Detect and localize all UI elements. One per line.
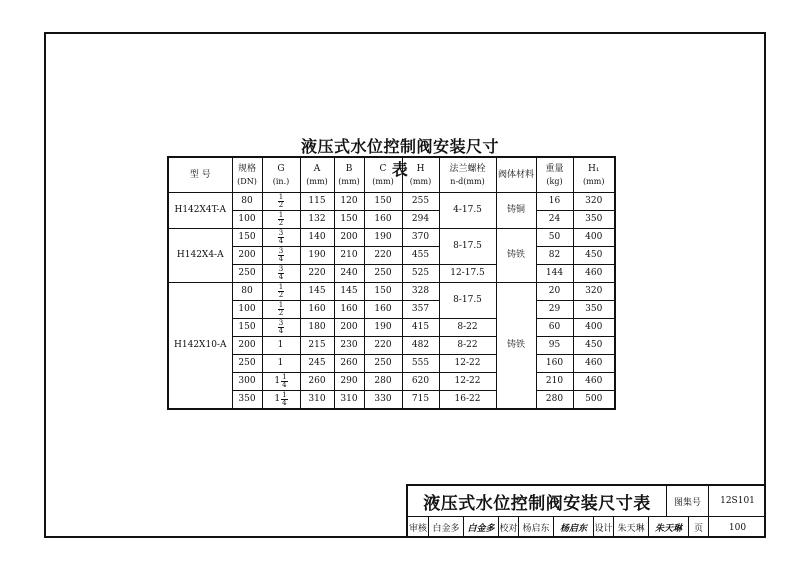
flange-cell: 4-17.5: [439, 193, 496, 229]
title-block-sign-row: [408, 517, 766, 538]
c-cell: 190: [364, 229, 402, 247]
weight-cell: 29: [536, 301, 573, 319]
check-label: 校对: [498, 517, 518, 538]
h1-cell: 320: [573, 193, 615, 211]
header-weight: 重量 (kg): [536, 157, 573, 193]
weight-cell: 160: [536, 355, 573, 373]
checker-name: 杨启东: [518, 517, 553, 538]
table-row: [168, 211, 615, 229]
c-cell: 250: [364, 355, 402, 373]
atlas-number-label: 图集号: [666, 486, 708, 516]
dn-cell: 300: [232, 373, 262, 391]
design-label: 设计: [593, 517, 613, 538]
drawing-title: 液压式水位控制阀安装尺寸表: [423, 493, 651, 514]
g-cell: $\frac{1}{2}$: [262, 193, 300, 211]
b-cell: 150: [334, 211, 364, 229]
designer-signature: 朱天琳: [648, 517, 688, 538]
dn-cell: 80: [232, 283, 262, 301]
weight-cell: 20: [536, 283, 573, 301]
page-number: 100: [708, 517, 766, 538]
a-cell: 160: [300, 301, 334, 319]
a-cell: 180: [300, 319, 334, 337]
flange-cell: 8-22: [439, 337, 496, 355]
model-cell: H142X4-A: [168, 229, 232, 283]
header-material: 阀体材料: [496, 157, 536, 193]
flange-cell: 12-22: [439, 355, 496, 373]
h-cell: 525: [402, 265, 439, 283]
a-cell: 245: [300, 355, 334, 373]
a-cell: 260: [300, 373, 334, 391]
dn-cell: 350: [232, 391, 262, 410]
weight-cell: 82: [536, 247, 573, 265]
c-cell: 280: [364, 373, 402, 391]
h-cell: 294: [402, 211, 439, 229]
g-cell: $\frac{1}{2}$: [262, 283, 300, 301]
c-cell: 160: [364, 211, 402, 229]
header-c: C (mm): [364, 157, 402, 193]
reviewer-name: 白金多: [428, 517, 463, 538]
h1-cell: 400: [573, 319, 615, 337]
table-row: [168, 283, 615, 301]
h1-cell: 400: [573, 229, 615, 247]
c-cell: 330: [364, 391, 402, 410]
header-row: [168, 157, 615, 193]
g-cell: $\frac{3}{4}$: [262, 247, 300, 265]
h-cell: 255: [402, 193, 439, 211]
table-row: [168, 391, 615, 410]
h-cell: 620: [402, 373, 439, 391]
b-cell: 200: [334, 319, 364, 337]
weight-cell: 50: [536, 229, 573, 247]
flange-cell: 8-22: [439, 319, 496, 337]
designer-name: 朱天琳: [613, 517, 648, 538]
g-cell: 1: [262, 337, 300, 355]
h-cell: 328: [402, 283, 439, 301]
title-block: [406, 484, 766, 538]
table-row: [168, 247, 615, 265]
a-cell: 215: [300, 337, 334, 355]
b-cell: 310: [334, 391, 364, 410]
atlas-number: 12S101: [708, 486, 766, 516]
h-cell: 370: [402, 229, 439, 247]
header-h: H (mm): [402, 157, 439, 193]
h1-cell: 350: [573, 301, 615, 319]
header-flange-bolts: 法兰螺栓 n-d(mm): [439, 157, 496, 193]
c-cell: 220: [364, 247, 402, 265]
h-cell: 415: [402, 319, 439, 337]
header-a: A (mm): [300, 157, 334, 193]
g-cell: 1 $\frac{1}{4}$: [262, 391, 300, 410]
h1-cell: 500: [573, 391, 615, 410]
header-g: G (in.): [262, 157, 300, 193]
g-cell: $\frac{3}{4}$: [262, 229, 300, 247]
table-row: [168, 193, 615, 211]
h-cell: 555: [402, 355, 439, 373]
weight-cell: 16: [536, 193, 573, 211]
weight-cell: 24: [536, 211, 573, 229]
a-cell: 140: [300, 229, 334, 247]
a-cell: 310: [300, 391, 334, 410]
g-cell: 1: [262, 355, 300, 373]
table-title: 液压式水位控制阀安装尺寸表: [300, 137, 499, 179]
material-cell: 铸铜: [496, 193, 536, 229]
a-cell: 115: [300, 193, 334, 211]
h-cell: 482: [402, 337, 439, 355]
b-cell: 240: [334, 265, 364, 283]
reviewer-signature: 白金多: [463, 517, 498, 538]
dn-cell: 200: [232, 337, 262, 355]
dn-cell: 80: [232, 193, 262, 211]
table-row: [168, 265, 615, 283]
table-row: [168, 373, 615, 391]
dn-cell: 250: [232, 265, 262, 283]
b-cell: 120: [334, 193, 364, 211]
dn-cell: 250: [232, 355, 262, 373]
flange-cell: 16-22: [439, 391, 496, 410]
a-cell: 145: [300, 283, 334, 301]
h1-cell: 450: [573, 337, 615, 355]
dn-cell: 100: [232, 211, 262, 229]
flange-cell: 12-17.5: [439, 265, 496, 283]
h1-cell: 460: [573, 355, 615, 373]
h1-cell: 450: [573, 247, 615, 265]
flange-cell: 12-22: [439, 373, 496, 391]
weight-cell: 144: [536, 265, 573, 283]
table-row: [168, 355, 615, 373]
weight-cell: 280: [536, 391, 573, 410]
title-block-top-row: [408, 486, 766, 517]
a-cell: 190: [300, 247, 334, 265]
model-cell: H142X10-A: [168, 283, 232, 410]
h-cell: 715: [402, 391, 439, 410]
dimension-table: [167, 156, 616, 410]
table-row: [168, 337, 615, 355]
header-h1: H₁ (mm): [573, 157, 615, 193]
c-cell: 150: [364, 283, 402, 301]
dn-cell: 150: [232, 319, 262, 337]
b-cell: 145: [334, 283, 364, 301]
table-row: [168, 319, 615, 337]
c-cell: 190: [364, 319, 402, 337]
c-cell: 160: [364, 301, 402, 319]
b-cell: 290: [334, 373, 364, 391]
material-cell: 铸铁: [496, 229, 536, 283]
header-size: 规格 (DN): [232, 157, 262, 193]
h1-cell: 460: [573, 373, 615, 391]
dn-cell: 100: [232, 301, 262, 319]
b-cell: 160: [334, 301, 364, 319]
b-cell: 230: [334, 337, 364, 355]
header-b: B (mm): [334, 157, 364, 193]
c-cell: 250: [364, 265, 402, 283]
g-cell: $\frac{3}{4}$: [262, 319, 300, 337]
h1-cell: 320: [573, 283, 615, 301]
flange-cell: 8-17.5: [439, 283, 496, 319]
a-cell: 220: [300, 265, 334, 283]
h1-cell: 350: [573, 211, 615, 229]
checker-signature: 杨启东: [553, 517, 593, 538]
table-row: [168, 229, 615, 247]
weight-cell: 95: [536, 337, 573, 355]
h-cell: 455: [402, 247, 439, 265]
b-cell: 210: [334, 247, 364, 265]
b-cell: 260: [334, 355, 364, 373]
g-cell: 1 $\frac{1}{4}$: [262, 373, 300, 391]
g-cell: $\frac{1}{2}$: [262, 211, 300, 229]
c-cell: 220: [364, 337, 402, 355]
weight-cell: 210: [536, 373, 573, 391]
b-cell: 200: [334, 229, 364, 247]
h1-cell: 460: [573, 265, 615, 283]
review-label: 审核: [408, 524, 427, 534]
page-label: 页: [688, 517, 708, 538]
g-cell: $\frac{1}{2}$: [262, 301, 300, 319]
material-cell: 铸铁: [496, 283, 536, 410]
a-cell: 132: [300, 211, 334, 229]
dn-cell: 150: [232, 229, 262, 247]
header-model: 型 号: [168, 157, 232, 193]
c-cell: 150: [364, 193, 402, 211]
model-cell: H142X4T-A: [168, 193, 232, 229]
dn-cell: 200: [232, 247, 262, 265]
g-cell: $\frac{3}{4}$: [262, 265, 300, 283]
table-row: [168, 301, 615, 319]
weight-cell: 60: [536, 319, 573, 337]
h-cell: 357: [402, 301, 439, 319]
flange-cell: 8-17.5: [439, 229, 496, 265]
